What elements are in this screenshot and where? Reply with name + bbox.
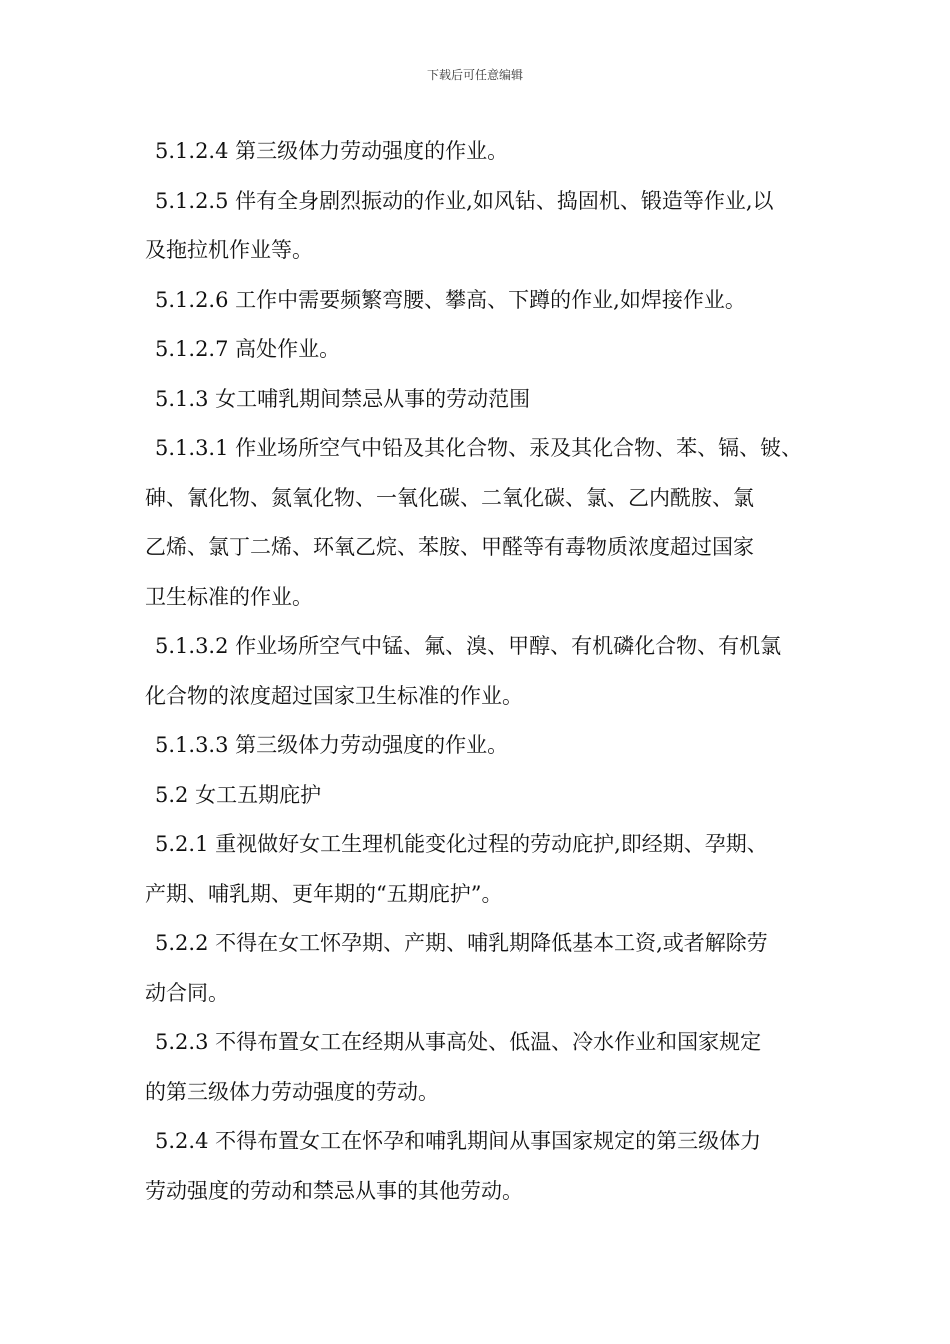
text-line: 5.1.3.3 第三级体力劳动强度的作业。: [155, 733, 509, 757]
text-line: 5.2.1 重视做好女工生理机能变化过程的劳动庇护,即经期、孕期、: [155, 832, 768, 856]
text-line: 5.1.2.4 第三级体力劳动强度的作业。: [155, 139, 509, 163]
document-body: [145, 127, 845, 1216]
text-line: 动合同。: [145, 980, 229, 1005]
text-line: 卫生标准的作业。: [145, 584, 313, 609]
text-line: 5.2 女工五期庇护: [155, 782, 322, 807]
text-line: 5.2.3 不得布置女工在经期从事高处、低温、冷水作业和国家规定: [155, 1030, 762, 1054]
text-line: 5.1.3.1 作业场所空气中铅及其化合物、汞及其化合物、苯、镉、铍、: [155, 436, 803, 460]
text-line: 5.1.2.5 伴有全身剧烈振动的作业,如风钻、捣固机、锻造等作业,以: [155, 188, 774, 213]
text-line: 5.1.3.2 作业场所空气中锰、氟、溴、甲醇、有机磷化合物、有机氯: [155, 634, 782, 658]
text-line: 劳动强度的劳动和禁忌从事的其他劳动。: [145, 1178, 523, 1203]
text-line: 5.2.4 不得布置女工在怀孕和哺乳期间从事国家规定的第三级体力: [155, 1129, 762, 1153]
text-line: 5.1.2.7 高处作业。: [155, 337, 341, 361]
text-line: 乙烯、氯丁二烯、环氧乙烷、苯胺、甲醛等有毒物质浓度超过国家: [145, 535, 754, 559]
text-line: 5.2.2 不得在女工怀孕期、产期、哺乳期降低基本工资,或者解除劳: [155, 931, 768, 955]
text-line: 及拖拉机作业等。: [145, 238, 313, 262]
text-line: 砷、氰化物、氮氧化物、一氧化碳、二氧化碳、氯、乙内酰胺、氯: [145, 485, 754, 510]
text-line: 化合物的浓度超过国家卫生标准的作业。: [145, 683, 523, 708]
text-line: 产期、哺乳期、更年期的“五期庇护”。: [145, 881, 503, 906]
text-line: 5.1.2.6 工作中需要频繁弯腰、攀高、下蹲的作业,如焊接作业。: [155, 287, 746, 312]
page-header-note: 下载后可任意编辑: [426, 68, 523, 82]
text-line: 5.1.3 女工哺乳期间禁忌从事的劳动范围: [155, 386, 531, 411]
text-line: 的第三级体力劳动强度的劳动。: [145, 1079, 439, 1104]
